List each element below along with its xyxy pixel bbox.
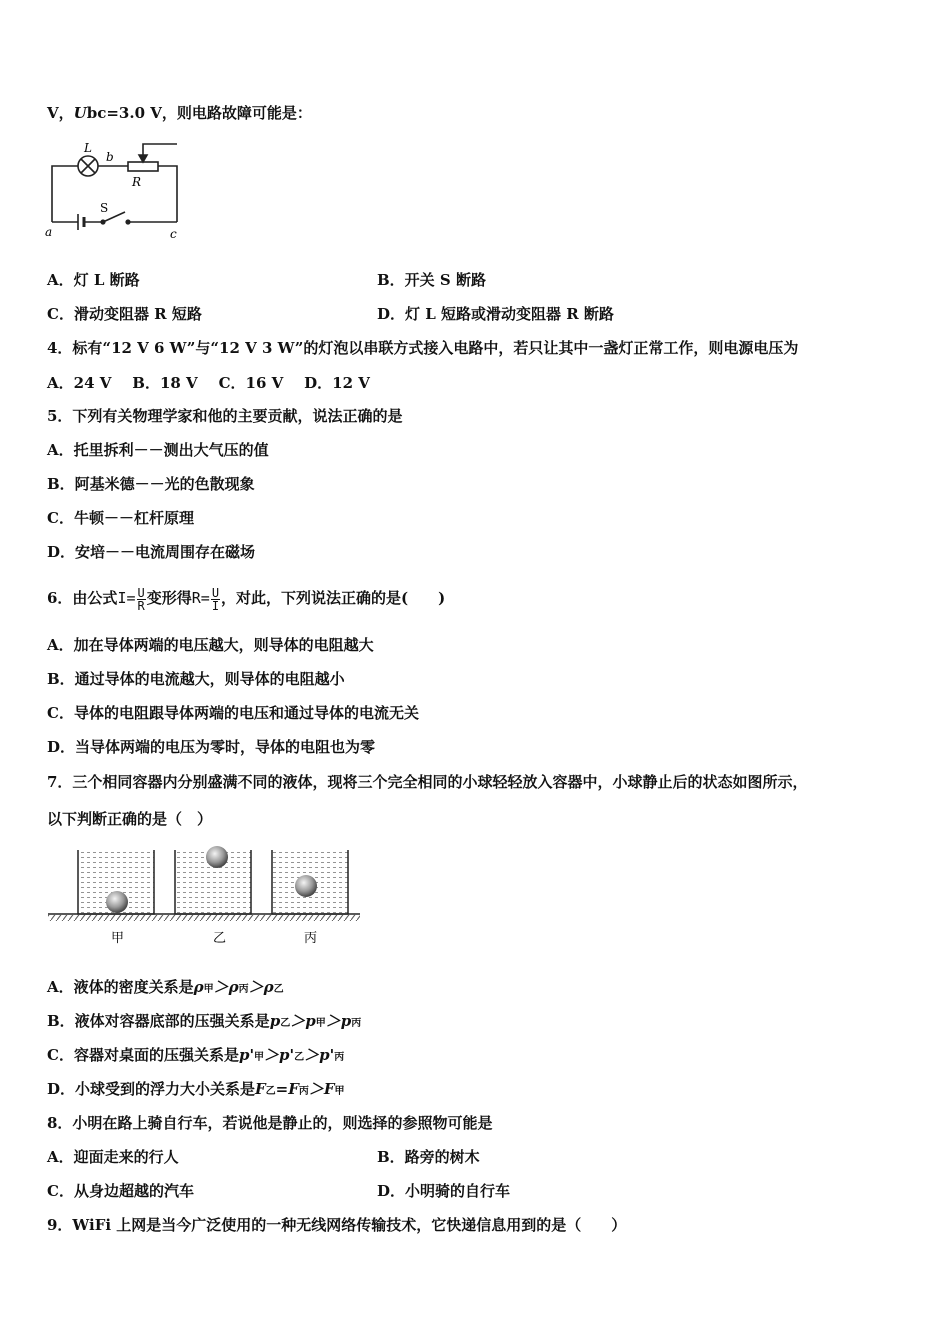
q4-options: A．24 V B．18 V C．16 V D．12 V xyxy=(47,374,370,392)
ball-bing xyxy=(295,875,317,897)
circuit-label-S: S xyxy=(100,201,109,215)
q7-d-text: D．小球受到的浮力大小关系是 xyxy=(47,1080,256,1098)
q3-stem-continuation xyxy=(47,103,312,123)
q7-option-d xyxy=(47,1079,345,1102)
q6-suffix: ，对此，下列说法正确的是( ) xyxy=(221,589,446,607)
q7-b-s1: 乙 xyxy=(280,1018,291,1029)
q7-d-t3: ＞F xyxy=(308,1080,335,1098)
q8-stem: 8．小明在路上骑自行车，若说他是静止的，则选择的参照物可能是 xyxy=(47,1114,493,1132)
fig-label-yi: 乙 xyxy=(213,931,227,946)
q5-option-d: D．安培－－电流周围存在磁场 xyxy=(47,543,256,561)
q3-option-c: C．滑动变阻器 R 短路 xyxy=(47,305,202,323)
q7-stem-line2: 以下判断正确的是（ ） xyxy=(47,810,213,828)
q7-b-t1: p xyxy=(269,1012,281,1030)
q7-a-text: A．液体的密度关系是 xyxy=(47,978,194,996)
q3-option-d: D．灯 L 短路或滑动变阻器 R 断路 xyxy=(377,305,614,323)
q3-option-b: B．开关 S 断路 xyxy=(377,271,486,289)
q6-f1-numerator: U xyxy=(137,585,145,600)
q4-stem: 4．标有“12 V 6 W”与“12 V 3 W”的灯泡以串联方式接入电路中，若只让其中一盏灯正常工作，则电源电压为 xyxy=(47,339,799,357)
circuit-label-a: a xyxy=(45,225,53,239)
q7-stem-line1: 7．三个相同容器内分别盛满不同的液体，现将三个完全相同的小球轻轻放入容器中，小球静止后的状态如图所示， xyxy=(47,773,808,791)
q6-f2-denominator: I xyxy=(211,598,220,613)
intro-text-b: bc=3.0 V，则电路故障可能是： xyxy=(86,104,312,122)
ball-jia xyxy=(106,891,128,913)
containers-figure xyxy=(45,840,363,950)
circuit-diagram xyxy=(40,136,190,241)
q5-option-a: A．托里拆利－－测出大气压的值 xyxy=(47,441,269,459)
q7-option-c xyxy=(47,1045,344,1068)
q6-f2-numerator: U xyxy=(211,585,220,600)
q7-c-t3: ＞p' xyxy=(304,1046,335,1064)
q7-c-text: C．容器对桌面的压强关系是 xyxy=(47,1046,239,1064)
q8-option-d: D．小明骑的自行车 xyxy=(377,1182,511,1200)
q8-option-a: A．迎面走来的行人 xyxy=(47,1148,179,1166)
q7-option-a xyxy=(47,977,284,1000)
q6-option-c: C．导体的电阻跟导体两端的电压和通过导体的电流无关 xyxy=(47,704,419,722)
q6-formula1-lhs: I= xyxy=(117,589,136,607)
q7-d-t2: =F xyxy=(275,1080,299,1098)
q6-prefix: 6．由公式 xyxy=(47,589,118,607)
q6-f1-denominator: R xyxy=(137,598,145,613)
circuit-label-b: b xyxy=(106,150,114,164)
q5-option-b: B．阿基米德－－光的色散现象 xyxy=(47,475,255,493)
q7-b-s2: 甲 xyxy=(315,1018,326,1029)
ball-yi xyxy=(206,846,228,868)
q7-d-s2: 丙 xyxy=(298,1086,309,1097)
q5-option-c: C．牛顿－－杠杆原理 xyxy=(47,509,194,527)
q5-stem: 5．下列有关物理学家和他的主要贡献，说法正确的是 xyxy=(47,407,403,425)
q7-b-text: B．液体对容器底部的压强关系是 xyxy=(47,1012,270,1030)
q8-option-b: B．路旁的树木 xyxy=(377,1148,480,1166)
q7-b-t3: ＞p xyxy=(325,1012,352,1030)
q7-a-t1: ρ xyxy=(193,978,204,996)
q7-c-s2: 乙 xyxy=(294,1052,305,1063)
q7-option-b xyxy=(47,1011,361,1034)
q7-d-s3: 甲 xyxy=(334,1086,345,1097)
intro-text-a: V， xyxy=(47,104,74,122)
circuit-label-R: R xyxy=(132,175,142,189)
q7-a-t2: ＞ρ xyxy=(213,978,239,996)
intro-u: U xyxy=(73,104,87,122)
q7-a-s1: 甲 xyxy=(203,984,214,995)
q6-option-d: D．当导体两端的电压为零时，导体的电阻也为零 xyxy=(47,738,376,756)
q6-option-b: B．通过导体的电流越大，则导体的电阻越小 xyxy=(47,670,345,688)
q7-c-t2: ＞p' xyxy=(264,1046,295,1064)
q6-formula2-lhs: R= xyxy=(191,589,210,607)
fig-label-jia: 甲 xyxy=(111,931,125,946)
q6-stem xyxy=(47,576,445,620)
q7-d-t1: F xyxy=(255,1080,266,1098)
circuit-label-L: L xyxy=(84,141,92,155)
fig-label-bing: 丙 xyxy=(304,931,318,946)
q6-mid: 变形得 xyxy=(146,589,192,607)
q7-c-s3: 丙 xyxy=(334,1052,345,1063)
q7-b-t2: ＞p xyxy=(290,1012,316,1030)
q7-a-t3: ＞ρ xyxy=(248,978,274,996)
q6-option-a: A．加在导体两端的电压越大，则导体的电阻越大 xyxy=(47,636,374,654)
circuit-label-c: c xyxy=(170,227,177,241)
q6-formula1-fraction xyxy=(137,587,146,612)
q3-option-a: A．灯 L 断路 xyxy=(47,271,140,289)
q7-c-t1: p' xyxy=(238,1046,255,1064)
q7-a-s2: 丙 xyxy=(238,984,249,995)
q8-option-c: C．从身边超越的汽车 xyxy=(47,1182,194,1200)
q7-d-s1: 乙 xyxy=(265,1086,276,1097)
q9-stem: 9．WiFi 上网是当今广泛使用的一种无线网络传输技术，它快递信息用到的是（ ） xyxy=(47,1216,627,1234)
q6-formula2-fraction xyxy=(211,587,220,612)
q7-a-s3: 乙 xyxy=(273,984,284,995)
q7-b-s3: 丙 xyxy=(351,1018,362,1029)
q7-c-s1: 甲 xyxy=(254,1052,265,1063)
